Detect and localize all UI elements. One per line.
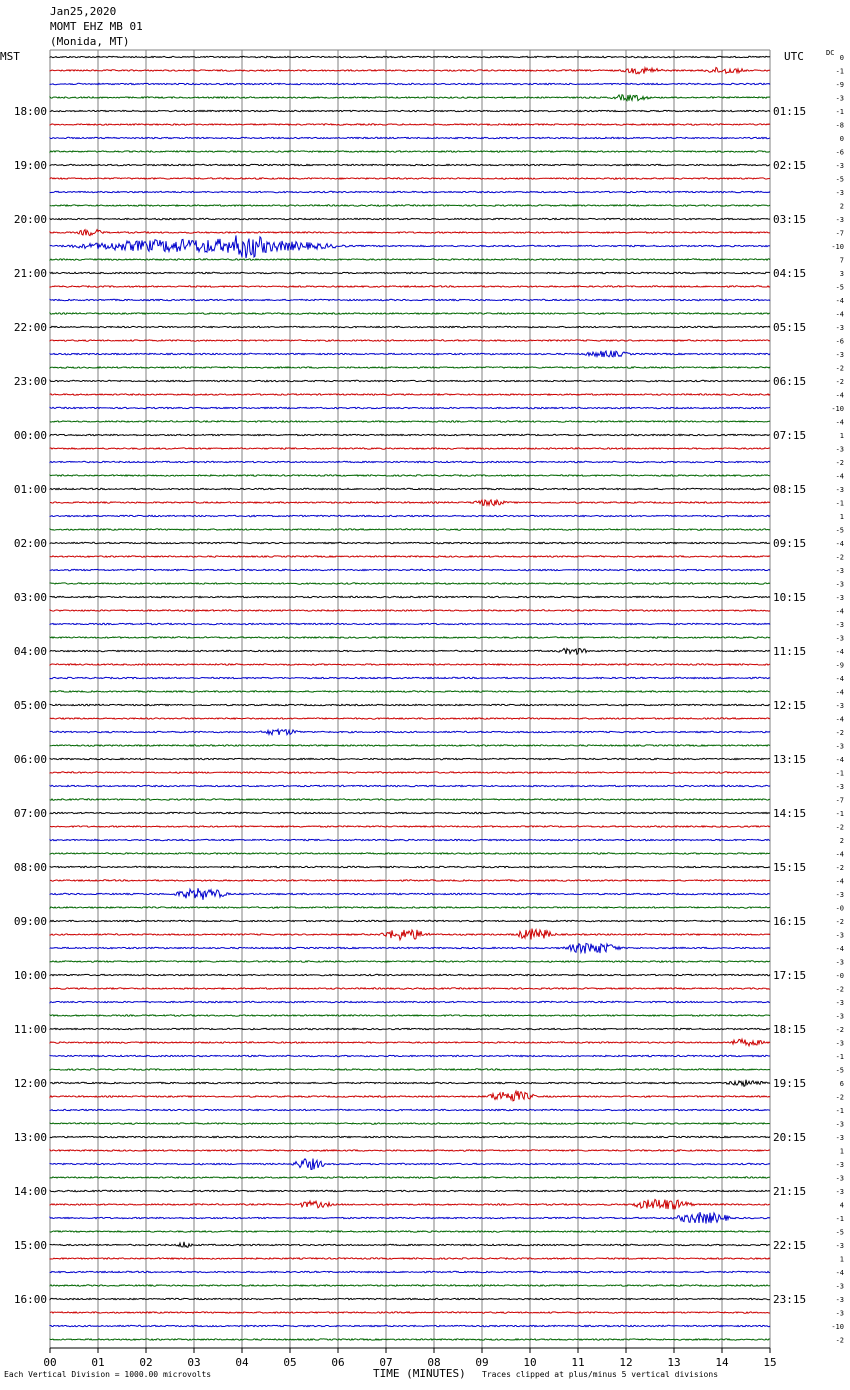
left-hour-label: 02:00 (13, 537, 47, 550)
dc-offset-label: -4 (835, 607, 844, 616)
dc-offset-label: -4 (835, 675, 844, 683)
dc-offset-label: -3 (835, 702, 844, 710)
dc-offset-label: 4 (839, 1201, 844, 1210)
trace-16 (50, 272, 770, 273)
dc-offset-label: -1 (835, 810, 844, 818)
right-hour-label: 18:15 (773, 1023, 807, 1036)
trace-23 (50, 367, 770, 368)
trace-81 (50, 1150, 770, 1151)
right-hour-label: 03:15 (773, 213, 807, 226)
right-hour-label: 23:15 (773, 1293, 807, 1306)
dc-offset-label: -1 (835, 108, 844, 116)
dc-offset-label: -3 (835, 580, 844, 589)
dc-offset-label: -4 (835, 472, 844, 481)
trace-4 (50, 110, 770, 111)
trace-79 (50, 1123, 770, 1124)
dc-offset-label: -5 (835, 1228, 844, 1237)
dc-offset-label: 0 (839, 135, 844, 143)
dc-offset-label: -6 (835, 337, 844, 346)
dc-offset-label: -3 (835, 594, 844, 602)
left-hour-label: 15:00 (13, 1239, 47, 1252)
trace-60 (50, 866, 770, 867)
right-hour-label: 07:15 (773, 429, 807, 442)
left-hour-label: 20:00 (13, 213, 47, 226)
left-hour-label: 07:00 (13, 807, 47, 820)
trace-94 (50, 1325, 770, 1326)
dc-offset-label: -4 (835, 688, 844, 697)
right-hour-label: 13:15 (773, 753, 807, 766)
trace-34 (50, 515, 770, 516)
x-tick-label: 07 (379, 1356, 393, 1369)
trace-43 (50, 637, 770, 638)
dc-offset-label: -1 (835, 67, 844, 76)
dc-offset-label: -3 (835, 958, 844, 967)
left-hour-label: 11:00 (13, 1023, 47, 1036)
trace-29 (50, 448, 770, 449)
dc-offset-label: 2 (839, 202, 844, 211)
trace-5 (50, 124, 770, 125)
dc-offset-label: -2 (835, 553, 844, 562)
dc-offset-label: -3 (835, 1188, 844, 1196)
dc-offset-label: -3 (835, 1039, 844, 1048)
dc-offset-label: -4 (835, 648, 844, 656)
dc-offset-label: -2 (835, 729, 844, 737)
trace-35 (50, 529, 770, 530)
left-hour-label: 12:00 (13, 1077, 47, 1090)
dc-offset-label: -10 (831, 1323, 844, 1331)
dc-offset-label: 1 (839, 513, 844, 521)
trace-92 (50, 1298, 770, 1299)
x-tick-label: 14 (715, 1356, 729, 1369)
dc-offset-label: -3 (835, 1134, 844, 1142)
trace-21 (50, 340, 770, 341)
trace-50 (50, 729, 770, 735)
trace-49 (50, 718, 770, 719)
x-tick-label: 03 (187, 1356, 201, 1369)
trace-61 (50, 880, 770, 881)
dc-offset-label: -2 (835, 459, 844, 467)
left-hour-label: 01:00 (13, 483, 47, 496)
timezone-right: UTC (784, 50, 804, 63)
trace-33 (50, 500, 770, 506)
x-tick-label: 06 (331, 1356, 345, 1369)
x-tick-label: 01 (91, 1356, 105, 1369)
trace-group (50, 56, 770, 1340)
right-hour-label: 12:15 (773, 699, 807, 712)
trace-55 (50, 799, 770, 800)
trace-72 (50, 1028, 770, 1029)
trace-38 (50, 569, 770, 570)
dc-offset-label: -5 (835, 1066, 844, 1075)
dc-offset-label: -4 (835, 540, 844, 548)
dc-offset-label: -4 (835, 945, 844, 953)
dc-offset-label: -8 (835, 121, 844, 130)
trace-27 (50, 421, 770, 422)
right-hour-labels (773, 105, 806, 1306)
dc-offset-label: 6 (839, 1080, 844, 1088)
dc-offset-label: -3 (835, 999, 844, 1007)
right-hour-label: 20:15 (773, 1131, 807, 1144)
dc-offset-label: -4 (835, 715, 844, 724)
dc-offset-label: -3 (835, 1309, 844, 1318)
trace-76 (50, 1080, 770, 1087)
trace-78 (50, 1109, 770, 1110)
left-hour-label: 14:00 (13, 1185, 47, 1198)
x-axis-title: TIME (MINUTES) (373, 1367, 466, 1380)
trace-91 (50, 1285, 770, 1286)
dc-offset-label: -1 (835, 769, 844, 778)
right-hour-label: 05:15 (773, 321, 807, 334)
trace-58 (50, 839, 770, 840)
dc-offset-label: -3 (835, 1012, 844, 1021)
dc-offset-label: -2 (835, 378, 844, 386)
left-hour-label: 13:00 (13, 1131, 47, 1144)
dc-offset-label: -7 (835, 229, 844, 238)
station-label: MOMT EHZ MB 01 (50, 20, 143, 33)
trace-20 (50, 326, 770, 327)
location-label: (Monida, MT) (50, 35, 130, 48)
dc-offset-label: -9 (835, 661, 844, 670)
trace-41 (50, 610, 770, 611)
dc-offset-label: 0 (839, 54, 844, 62)
trace-39 (50, 583, 770, 584)
trace-48 (50, 704, 770, 705)
dc-offset-label: -3 (835, 1120, 844, 1129)
trace-73 (50, 1039, 770, 1046)
dc-offset-label: -3 (835, 742, 844, 751)
trace-40 (50, 596, 770, 597)
trace-30 (50, 461, 770, 462)
trace-18 (50, 299, 770, 300)
trace-6 (50, 137, 770, 138)
right-hour-label: 06:15 (773, 375, 807, 388)
trace-13 (50, 230, 770, 236)
right-hour-label: 14:15 (773, 807, 807, 820)
dc-offset-label: -10 (831, 405, 844, 413)
trace-11 (50, 205, 770, 206)
left-hour-label: 03:00 (13, 591, 47, 604)
dc-offset-label: -5 (835, 526, 844, 535)
right-hour-label: 11:15 (773, 645, 807, 658)
right-hour-label: 15:15 (773, 861, 807, 874)
trace-1 (50, 68, 770, 74)
trace-25 (50, 394, 770, 395)
dc-offset-label: -3 (835, 634, 844, 643)
trace-54 (50, 785, 770, 786)
dc-offset-label: -3 (835, 567, 844, 575)
dc-offset-label: -4 (835, 418, 844, 427)
trace-83 (50, 1177, 770, 1178)
trace-51 (50, 745, 770, 746)
left-hour-label: 08:00 (13, 861, 47, 874)
trace-28 (50, 434, 770, 435)
dc-offset-label: -2 (835, 918, 844, 926)
right-hour-label: 17:15 (773, 969, 807, 982)
trace-10 (50, 191, 770, 192)
trace-90 (50, 1271, 770, 1272)
trace-75 (50, 1069, 770, 1070)
dc-offset-label: -3 (835, 324, 844, 332)
dc-offset-label: -2 (835, 364, 844, 373)
dc-offset-label: -3 (835, 783, 844, 791)
trace-47 (50, 691, 770, 692)
x-tick-label: 08 (427, 1356, 441, 1369)
dc-offset-label: -1 (835, 1215, 844, 1223)
left-hour-label: 09:00 (13, 915, 47, 928)
dc-offset-label: -2 (835, 985, 844, 994)
trace-12 (50, 218, 770, 219)
dc-offset-label: -3 (835, 94, 844, 103)
right-hour-label: 22:15 (773, 1239, 807, 1252)
trace-14 (50, 235, 770, 258)
dc-offset-labels (831, 54, 844, 1345)
trace-2 (50, 83, 770, 84)
dc-offset-label: -1 (835, 1053, 844, 1061)
dc-offset-label: 1 (839, 1147, 844, 1156)
left-hour-label: 16:00 (13, 1293, 47, 1306)
trace-95 (50, 1339, 770, 1340)
dc-offset-label: -3 (835, 1174, 844, 1183)
dc-offset-label: 7 (839, 256, 844, 265)
trace-42 (50, 623, 770, 624)
left-hour-label: 19:00 (13, 159, 47, 172)
left-hour-label: 21:00 (13, 267, 47, 280)
right-hour-label: 04:15 (773, 267, 807, 280)
dc-offset-label: -4 (835, 1269, 844, 1277)
x-tick-label: 12 (619, 1356, 633, 1369)
dc-offset-label: -3 (835, 486, 844, 494)
dc-offset-label: -4 (835, 297, 844, 305)
dc-offset-label: -0 (835, 972, 844, 980)
left-hour-label: 05:00 (13, 699, 47, 712)
dc-offset-label: 3 (839, 270, 844, 278)
trace-93 (50, 1312, 770, 1313)
x-tick-label: 13 (667, 1356, 681, 1369)
scale-note: Each Vertical Division = 1000.00 microvolts (4, 1370, 212, 1379)
x-tick-label: 11 (571, 1356, 585, 1369)
dc-offset-label: -3 (835, 351, 844, 359)
x-tick-label: 05 (283, 1356, 297, 1369)
dc-offset-label: -2 (835, 1336, 844, 1345)
dc-offset-label: -3 (835, 621, 844, 629)
dc-offset-label: -3 (835, 1296, 844, 1304)
x-tick-label: 04 (235, 1356, 249, 1369)
trace-37 (50, 556, 770, 557)
right-hour-label: 21:15 (773, 1185, 807, 1198)
trace-31 (50, 475, 770, 476)
left-hour-label: 04:00 (13, 645, 47, 658)
trace-65 (50, 929, 770, 940)
dc-offset-label: -3 (835, 216, 844, 224)
trace-26 (50, 407, 770, 408)
trace-15 (50, 259, 770, 260)
trace-7 (50, 151, 770, 152)
left-hour-label: 10:00 (13, 969, 47, 982)
trace-24 (50, 380, 770, 381)
trace-67 (50, 961, 770, 962)
trace-22 (50, 351, 770, 357)
trace-3 (50, 95, 770, 101)
dc-offset-label: -10 (831, 243, 844, 251)
right-hour-label: 16:15 (773, 915, 807, 928)
dc-offset-label: -3 (835, 445, 844, 454)
trace-82 (50, 1159, 770, 1170)
trace-52 (50, 758, 770, 759)
dc-offset-label: -5 (835, 283, 844, 292)
trace-85 (50, 1199, 770, 1209)
dc-offset-label: -3 (835, 1242, 844, 1250)
right-hour-label: 09:15 (773, 537, 807, 550)
trace-19 (50, 313, 770, 314)
trace-59 (50, 853, 770, 854)
dc-offset-label: -3 (835, 162, 844, 170)
trace-68 (50, 974, 770, 975)
trace-89 (50, 1258, 770, 1259)
right-hour-label: 02:15 (773, 159, 807, 172)
trace-56 (50, 812, 770, 813)
x-tick-label: 15 (763, 1356, 777, 1369)
dc-offset-label: -3 (835, 931, 844, 940)
dc-offset-label: -1 (835, 1107, 844, 1115)
dc-offset-label: 2 (839, 837, 844, 845)
trace-84 (50, 1190, 770, 1191)
left-hour-label: 06:00 (13, 753, 47, 766)
dc-offset-label: -4 (835, 756, 844, 764)
trace-64 (50, 920, 770, 921)
dc-offset-label: -9 (835, 81, 844, 89)
dc-offset-label: -4 (835, 877, 844, 886)
dc-offset-label: 1 (839, 432, 844, 440)
dc-offset-label: -2 (835, 1026, 844, 1034)
trace-8 (50, 164, 770, 165)
dc-offset-label: -4 (835, 391, 844, 400)
dc-offset-label: -6 (835, 148, 844, 157)
dc-offset-label: -3 (835, 1282, 844, 1291)
right-hour-label: 01:15 (773, 105, 807, 118)
x-tick-label: 02 (139, 1356, 153, 1369)
clip-note: Traces clipped at plus/minus 5 vertical divisions (482, 1370, 719, 1379)
dc-offset-label: -3 (835, 1161, 844, 1169)
trace-71 (50, 1015, 770, 1016)
trace-63 (50, 907, 770, 908)
trace-57 (50, 826, 770, 827)
dc-offset-label: -1 (835, 499, 844, 508)
left-hour-label: 18:00 (13, 105, 47, 118)
right-hour-label: 08:15 (773, 483, 807, 496)
trace-0 (50, 56, 770, 57)
left-hour-label: 23:00 (13, 375, 47, 388)
dc-column-label: DC (826, 49, 835, 57)
trace-62 (50, 888, 770, 900)
trace-44 (50, 649, 770, 655)
dc-offset-label: -4 (835, 850, 844, 859)
timezone-left: MST (0, 50, 20, 63)
dc-offset-label: -3 (835, 189, 844, 197)
dc-offset-label: -0 (835, 904, 844, 913)
trace-9 (50, 178, 770, 179)
trace-46 (50, 677, 770, 678)
trace-45 (50, 664, 770, 665)
x-tick-label: 09 (475, 1356, 489, 1369)
trace-66 (50, 943, 770, 953)
trace-53 (50, 772, 770, 773)
left-hour-label: 22:00 (13, 321, 47, 334)
x-axis-ticks (43, 1348, 776, 1369)
dc-offset-label: -2 (835, 864, 844, 872)
trace-77 (50, 1091, 770, 1101)
dc-offset-label: -2 (835, 823, 844, 832)
dc-offset-label: -3 (835, 891, 844, 899)
trace-69 (50, 988, 770, 989)
trace-74 (50, 1055, 770, 1056)
trace-87 (50, 1231, 770, 1232)
trace-70 (50, 1001, 770, 1002)
right-hour-label: 19:15 (773, 1077, 807, 1090)
dc-offset-label: -2 (835, 1093, 844, 1102)
trace-80 (50, 1136, 770, 1137)
dc-offset-label: -7 (835, 796, 844, 805)
trace-32 (50, 488, 770, 489)
dc-offset-label: -4 (835, 310, 844, 319)
date-label: Jan25,2020 (50, 5, 117, 18)
dc-offset-label: -5 (835, 175, 844, 184)
dc-offset-label: 1 (839, 1255, 844, 1264)
trace-88 (50, 1242, 770, 1247)
left-hour-labels (14, 105, 47, 1306)
trace-86 (50, 1212, 770, 1224)
trace-17 (50, 286, 770, 287)
x-tick-label: 10 (523, 1356, 537, 1369)
x-tick-label: 00 (43, 1356, 57, 1369)
trace-36 (50, 542, 770, 543)
left-hour-label: 00:00 (13, 429, 47, 442)
right-hour-label: 10:15 (773, 591, 807, 604)
